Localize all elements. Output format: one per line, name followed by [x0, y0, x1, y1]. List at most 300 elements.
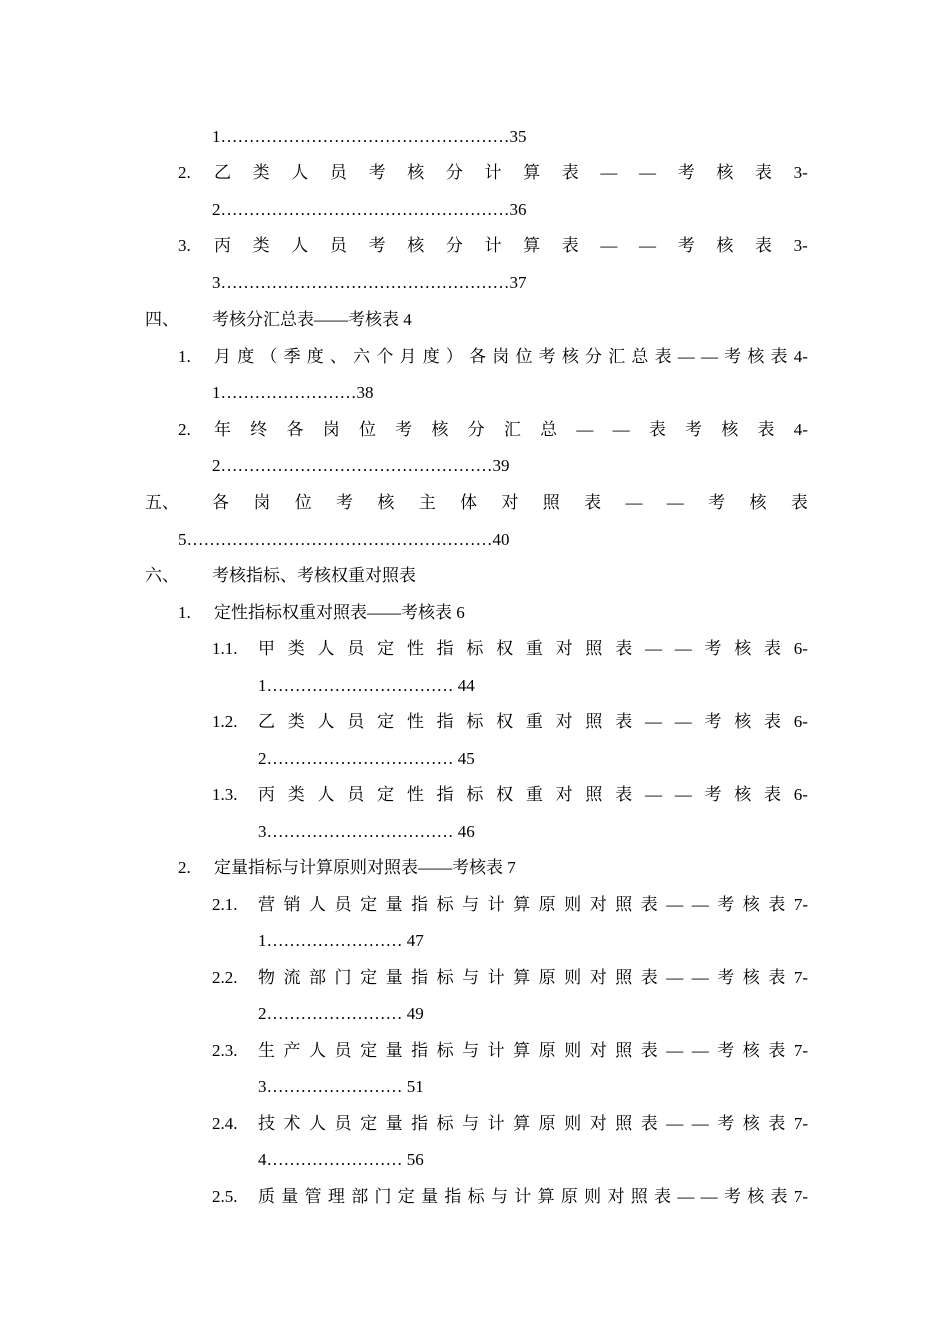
toc-title-char: 销 [283, 895, 301, 914]
toc-entry[interactable] [178, 418, 808, 442]
toc-title-char: — [691, 968, 709, 987]
toc-title-char: 照 [585, 639, 603, 658]
toc-title-char: 考 [704, 639, 722, 658]
toc-title-char: 原 [538, 1041, 556, 1060]
toc-title-char: — [674, 712, 692, 731]
toc-title-char: 算 [513, 895, 531, 914]
toc-title-char: 门 [374, 1187, 392, 1206]
toc-title-char: 人 [291, 163, 309, 182]
toc-title-char: 类 [287, 639, 305, 658]
toc-title-char: 物 [258, 968, 275, 987]
toc-title-char: 则 [584, 1187, 602, 1206]
toc-subentry[interactable] [212, 637, 808, 661]
toc-title-char: 、 [329, 347, 347, 366]
toc-title-char: 核 [742, 1041, 760, 1060]
toc-title-char: 月 [399, 347, 417, 366]
toc-title-char: 对 [589, 968, 607, 987]
toc-title-char: 人 [317, 639, 335, 658]
toc-title-char: 考 [368, 236, 386, 255]
toc-title-char: 各 [212, 493, 229, 512]
toc-title-char: 分 [445, 236, 463, 255]
toc-subentry-page: 1…………………… 47 [258, 931, 424, 950]
toc-title-char: 计 [484, 163, 502, 182]
toc-title-char: 表 [770, 1187, 788, 1206]
toc-title-char: — [666, 1041, 684, 1060]
toc-title-char: 照 [630, 1187, 648, 1206]
toc-section-title: 考核分汇总表——考核表 4 [212, 310, 412, 329]
toc-title-char: 重 [525, 785, 543, 804]
toc-title-char: 表 [640, 1041, 658, 1060]
toc-subentry-number: 1.2. [212, 712, 238, 731]
toc-title-char: 员 [347, 785, 365, 804]
toc-title-char: 主 [418, 493, 436, 512]
toc-title-char: 考 [717, 968, 735, 987]
toc-title-char: 总 [540, 420, 558, 439]
toc-title-char: 产 [283, 1041, 301, 1060]
toc-title-char: 考 [685, 420, 703, 439]
toc-title-char: 员 [347, 639, 365, 658]
toc-title-char: 则 [564, 1114, 582, 1133]
toc-title-char: 对 [589, 1114, 607, 1133]
toc-subentry[interactable] [212, 1112, 808, 1136]
toc-title-char: 照 [615, 1041, 633, 1060]
toc-title-char: 原 [538, 895, 556, 914]
toc-title-char: 与 [462, 895, 480, 914]
toc-title-char: 质 [258, 1187, 275, 1206]
toc-title-char: 标 [436, 895, 454, 914]
toc-subentry-number: 2.1. [212, 895, 238, 914]
toc-title-char: 岗 [492, 347, 510, 366]
toc-title-char: 则 [564, 895, 582, 914]
toc-title-char: 部 [309, 968, 327, 987]
toc-entry-number: 3. [178, 236, 191, 255]
toc-title-char: 6- [793, 712, 808, 731]
toc-entry-page: 2…………………………………………39 [212, 456, 510, 475]
toc-title-char: 原 [560, 1187, 578, 1206]
toc-title-char: 理 [327, 1187, 345, 1206]
toc-subentry-title [258, 893, 808, 917]
toc-title-char: 算 [523, 163, 541, 182]
toc-title-char: 考 [677, 236, 695, 255]
toc-subentry-page: 4…………………… 56 [258, 1150, 424, 1169]
toc-title-char: （ [260, 347, 278, 366]
toc-entry-number: 2. [178, 163, 191, 182]
toc-title-char: 6- [793, 785, 808, 804]
toc-title-char: 对 [555, 639, 573, 658]
toc-title-char: 表 [757, 420, 775, 439]
toc-title-char: 算 [513, 1114, 531, 1133]
toc-title-char: 表 [754, 163, 772, 182]
toc-title-char: — [576, 420, 594, 439]
toc-title-char: — [644, 639, 662, 658]
toc-subentry[interactable] [212, 893, 808, 917]
toc-entry-number: 1. [178, 347, 191, 366]
toc-entry-title: 定量指标与计算原则对照表——考核表 7 [214, 858, 516, 877]
toc-title-char: 标 [467, 1187, 485, 1206]
toc-title-char: 人 [291, 236, 309, 255]
toc-subentry-number: 2.2. [212, 968, 238, 987]
toc-subentry-number: 1.3. [212, 785, 238, 804]
toc-title-char: 指 [411, 1041, 429, 1060]
toc-subentry-page: 2…………………… 49 [258, 1004, 424, 1023]
toc-entry-title [214, 161, 808, 185]
toc-title-char: — [644, 712, 662, 731]
toc-title-char: 年 [214, 420, 231, 439]
toc-title-char: 员 [334, 1041, 352, 1060]
toc-title-char: 生 [258, 1041, 275, 1060]
toc-title-char: 定 [360, 968, 378, 987]
toc-entry-title [214, 234, 808, 258]
toc-title-char: 对 [607, 1187, 625, 1206]
toc-title-char: 总 [631, 347, 649, 366]
toc-subentry[interactable] [212, 966, 808, 990]
toc-subentry-continuation [258, 820, 475, 844]
toc-entry-number: 2. [178, 858, 191, 877]
toc-entry-continuation [212, 381, 374, 405]
toc-entry-continuation [212, 454, 510, 478]
toc-title-char: 7- [793, 1041, 808, 1060]
toc-title-char: 度 [237, 347, 255, 366]
toc-title-char: 考 [336, 493, 354, 512]
toc-title-char: 部 [351, 1187, 369, 1206]
toc-title-char: 照 [585, 785, 603, 804]
toc-title-char: — [674, 785, 692, 804]
toc-entry-title [214, 345, 808, 369]
toc-title-char: 对 [555, 785, 573, 804]
toc-title-char: 体 [460, 493, 478, 512]
toc-title-char: 类 [287, 785, 305, 804]
toc-title-char: 表 [754, 236, 772, 255]
toc-title-char: 7- [793, 968, 808, 987]
toc-title-char: 表 [770, 347, 788, 366]
toc-title-char: 与 [462, 968, 480, 987]
toc-subentry[interactable] [212, 710, 808, 734]
toc-title-char: 则 [564, 968, 582, 987]
toc-title-char: 表 [768, 1114, 786, 1133]
toc-title-char: 分 [445, 163, 463, 182]
toc-title-char: 与 [462, 1041, 480, 1060]
toc-title-char: 量 [385, 968, 403, 987]
toc-entry-continuation [212, 271, 527, 295]
toc-subentry-continuation [258, 674, 475, 698]
toc-title-char: 考 [704, 712, 722, 731]
toc-title-char: 原 [538, 1114, 556, 1133]
toc-title-char: 算 [513, 1041, 531, 1060]
toc-title-char: — [600, 236, 618, 255]
toc-entry-page: 1……………………38 [212, 383, 374, 402]
toc-title-char: 员 [329, 163, 347, 182]
toc-title-char: 标 [466, 712, 484, 731]
toc-title-char: 考 [717, 1114, 735, 1133]
toc-title-char: 权 [496, 785, 514, 804]
toc-title-char: 定 [360, 1041, 378, 1060]
toc-title-char: 表 [561, 163, 579, 182]
toc-title-char: 标 [436, 1041, 454, 1060]
toc-title-char: 管 [304, 1187, 322, 1206]
toc-title-char: 考 [368, 163, 386, 182]
toc-title-char: 计 [487, 968, 505, 987]
toc-title-char: 个 [376, 347, 394, 366]
toc-title-char: 人 [317, 712, 335, 731]
toc-title-char: 核 [734, 785, 752, 804]
toc-title-char: — [666, 493, 684, 512]
toc-entry[interactable] [178, 161, 808, 185]
toc-title-char: 权 [496, 712, 514, 731]
toc-title-char: 岗 [253, 493, 271, 512]
toc-title-char: 与 [462, 1114, 480, 1133]
toc-entry-page: 2……………………………………………36 [212, 200, 527, 219]
toc-entry-number: 1. [178, 603, 191, 622]
toc-title-char: 表 [764, 639, 782, 658]
toc-title-char: — [625, 493, 643, 512]
toc-title-char: — [666, 1114, 684, 1133]
toc-title-char: 考 [704, 785, 722, 804]
toc-title-char: 核 [407, 163, 425, 182]
toc-title-char: — [639, 163, 657, 182]
toc-title-char: 人 [309, 1041, 327, 1060]
toc-subentry-continuation [258, 747, 475, 771]
toc-title-char: 4- [793, 420, 808, 439]
toc-title-char: 对 [555, 712, 573, 731]
toc-title-char: — [691, 1041, 709, 1060]
toc-subentry-page: 2…………………………… 45 [258, 749, 475, 768]
toc-title-char: 定 [377, 785, 395, 804]
toc-title-char: 员 [347, 712, 365, 731]
toc-title-char: 标 [466, 785, 484, 804]
toc-title-char: 位 [515, 347, 533, 366]
toc-title-char: 核 [747, 1187, 765, 1206]
toc-title-char: 核 [734, 712, 752, 731]
toc-title-char: 类 [287, 712, 305, 731]
toc-title-char: 6- [793, 639, 808, 658]
toc-title-char: 表 [764, 712, 782, 731]
toc-title-char: ） [445, 347, 463, 366]
toc-title-char: 核 [742, 968, 760, 987]
toc-title-char: 4- [793, 347, 808, 366]
toc-title-char: 岗 [322, 420, 340, 439]
toc-title-char: — [600, 163, 618, 182]
toc-entry-continuation [212, 198, 527, 222]
toc-subentry-continuation [258, 1148, 424, 1172]
toc-title-char: 分 [585, 347, 602, 366]
toc-title-char: 量 [385, 1041, 403, 1060]
toc-entry[interactable] [178, 234, 808, 258]
toc-title-char: 核 [377, 493, 395, 512]
toc-title-char: 对 [589, 895, 607, 914]
toc-title-char: 考 [395, 420, 413, 439]
toc-subentry-title [258, 1185, 808, 1209]
toc-title-char: 与 [490, 1187, 508, 1206]
toc-title-char: — [644, 785, 662, 804]
toc-title-char: 照 [615, 1114, 633, 1133]
toc-title-char: 术 [283, 1114, 301, 1133]
toc-title-char: 计 [487, 895, 505, 914]
toc-title-char: 乙 [258, 712, 275, 731]
toc-title-char: 原 [538, 968, 556, 987]
toc-title-char: 员 [329, 236, 347, 255]
toc-title-char: — [700, 347, 718, 366]
toc-title-char: 计 [514, 1187, 532, 1206]
toc-title-char: 计 [484, 236, 502, 255]
toc-title-char: 表 [648, 420, 666, 439]
toc-title-char: 表 [584, 493, 602, 512]
toc-subentry-title [258, 966, 808, 990]
toc-title-char: 核 [747, 347, 765, 366]
toc-title-char: 核 [561, 347, 579, 366]
toc-subentry-page: 3…………………… 51 [258, 1077, 424, 1096]
toc-title-char: 考 [538, 347, 556, 366]
toc-section-number: 六、 [145, 566, 179, 585]
toc-title-char: 标 [436, 1114, 454, 1133]
toc-title-char: 表 [615, 639, 633, 658]
toc-title-char: 考 [677, 163, 695, 182]
toc-subentry[interactable] [212, 1185, 808, 1209]
toc-title-char: 算 [523, 236, 541, 255]
toc-title-char: 对 [589, 1041, 607, 1060]
toc-title-char: 定 [360, 1114, 378, 1133]
toc-title-char: 表 [768, 895, 786, 914]
toc-title-char: 季 [283, 347, 301, 366]
toc-entry-title: 定性指标权重对照表——考核表 6 [214, 603, 465, 622]
toc-title-char: 丙 [258, 785, 275, 804]
toc-subentry[interactable] [212, 1039, 808, 1063]
toc-title-char: 定 [360, 895, 378, 914]
toc-subentry[interactable] [212, 783, 808, 807]
toc-title-char: 照 [585, 712, 603, 731]
toc-title-char: 表 [561, 236, 579, 255]
toc-title-char: 甲 [258, 639, 275, 658]
toc-title-char: 人 [309, 1114, 327, 1133]
toc-subentry-number: 2.3. [212, 1041, 238, 1060]
toc-title-char: 指 [436, 785, 454, 804]
toc-title-char: 核 [749, 493, 767, 512]
toc-title-char: — [674, 639, 692, 658]
toc-title-char: — [677, 1187, 695, 1206]
toc-entry-number: 2. [178, 420, 191, 439]
toc-continuation-text: 1……………………………………………35 [212, 127, 527, 146]
toc-subentry-number: 2.5. [212, 1187, 238, 1206]
toc-title-char: 指 [436, 639, 454, 658]
toc-title-char: 核 [742, 1114, 760, 1133]
toc-title-char: 度 [422, 347, 440, 366]
toc-title-char: 分 [467, 420, 485, 439]
toc-section-page: 5………………………………………………40 [178, 530, 510, 549]
toc-title-char: 位 [358, 420, 376, 439]
toc-title-char: 核 [716, 236, 734, 255]
toc-title-char: 度 [306, 347, 324, 366]
toc-title-char: 考 [724, 347, 742, 366]
toc-title-char: 位 [294, 493, 312, 512]
toc-title-char: 量 [421, 1187, 439, 1206]
toc-title-char: 员 [334, 1114, 352, 1133]
toc-title-char: 性 [406, 785, 424, 804]
toc-title-char: 门 [334, 968, 352, 987]
toc-title-char: 性 [406, 712, 424, 731]
toc-title-char: 算 [513, 968, 531, 987]
toc-title-char: 六 [353, 347, 371, 366]
toc-title-char: 指 [411, 1114, 429, 1133]
toc-title-char: 定 [377, 712, 395, 731]
toc-title-char: — [639, 236, 657, 255]
toc-title-char: 考 [717, 1041, 735, 1060]
toc-section-title [212, 491, 808, 515]
toc-subentry-number: 1.1. [212, 639, 238, 658]
toc-section-title: 考核指标、考核权重对照表 [212, 566, 416, 585]
toc-title-char: 汇 [608, 347, 626, 366]
toc-title-char: 各 [469, 347, 487, 366]
toc-title-char: 核 [407, 236, 425, 255]
toc-title-char: 核 [742, 895, 760, 914]
toc-title-char: — [700, 1187, 718, 1206]
toc-title-char: 7- [793, 1114, 808, 1133]
toc-section-number: 五、 [145, 493, 179, 512]
toc-title-char: 表 [768, 1041, 786, 1060]
toc-title-char: 计 [487, 1041, 505, 1060]
toc-subentry-continuation [258, 1075, 424, 1099]
toc-title-char: 权 [496, 639, 514, 658]
toc-title-char: 7- [793, 1187, 808, 1206]
toc-subentry-title [258, 1039, 808, 1063]
toc-title-char: 核 [734, 639, 752, 658]
toc-title-char: 考 [723, 1187, 741, 1206]
toc-title-char: 表 [640, 1114, 658, 1133]
toc-title-char: 表 [768, 968, 786, 987]
toc-title-char: 人 [317, 785, 335, 804]
toc-title-char: 定 [377, 639, 395, 658]
toc-title-char: 表 [615, 712, 633, 731]
toc-section-continuation [178, 528, 510, 552]
toc-title-char: 量 [385, 1114, 403, 1133]
toc-title-char: — [691, 895, 709, 914]
toc-subentry-number: 2.4. [212, 1114, 238, 1133]
toc-entry[interactable] [178, 345, 808, 369]
toc-title-char: 营 [258, 895, 275, 914]
toc-section[interactable] [145, 491, 808, 515]
toc-title-char: 核 [431, 420, 449, 439]
toc-entry-page: 3……………………………………………37 [212, 273, 527, 292]
toc-title-char: — [612, 420, 630, 439]
toc-title-char: 计 [487, 1114, 505, 1133]
toc-title-char: 乙 [214, 163, 231, 182]
toc-title-char: 指 [436, 712, 454, 731]
toc-title-char: 汇 [503, 420, 521, 439]
toc-title-char: 考 [717, 895, 735, 914]
toc-title-char: 考 [708, 493, 726, 512]
toc-title-char: — [666, 968, 684, 987]
toc-title-char: 指 [411, 968, 429, 987]
toc-title-char: 表 [764, 785, 782, 804]
toc-title-char: 表 [640, 895, 658, 914]
toc-subentry-title [258, 637, 808, 661]
toc-title-char: 类 [252, 236, 270, 255]
toc-subentry-continuation [258, 1002, 424, 1026]
toc-subentry-title [258, 1112, 808, 1136]
toc-title-char: 照 [615, 895, 633, 914]
toc-title-char: 7- [793, 895, 808, 914]
toc-title-char: 标 [466, 639, 484, 658]
toc-title-char: 核 [716, 163, 734, 182]
toc-title-char: — [677, 347, 695, 366]
toc-section-number: 四、 [145, 310, 179, 329]
toc-title-char: 对 [501, 493, 519, 512]
toc-title-char: 重 [525, 712, 543, 731]
toc-title-char: 3- [793, 236, 808, 255]
toc-title-char: 表 [654, 347, 672, 366]
toc-title-char: 核 [721, 420, 739, 439]
toc-title-char: 表 [640, 968, 658, 987]
toc-title-char: 量 [281, 1187, 299, 1206]
toc-title-char: 员 [334, 895, 352, 914]
